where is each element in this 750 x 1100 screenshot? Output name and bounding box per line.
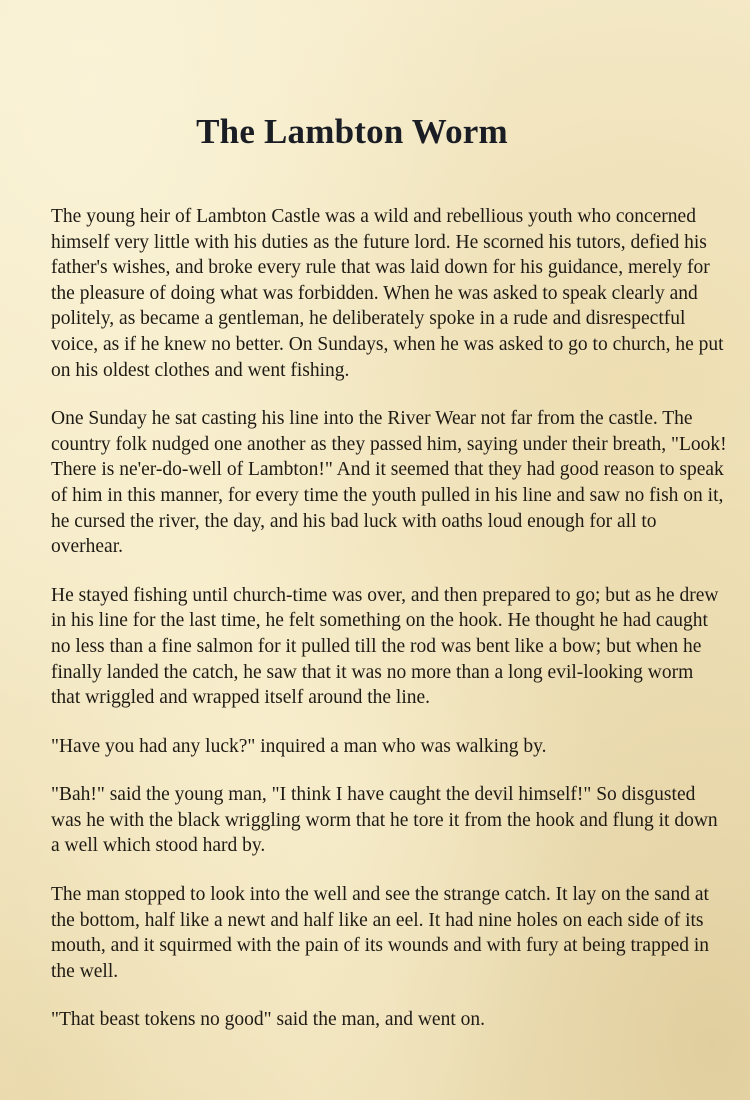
story-paragraph: The man stopped to look into the well and see the strange catch. It lay on the sand at the bottom, half like a newt and half like an eel. It had nine holes on each side of its mouth, and it squirmed with the pain of its wounds and with fury at being trapped in the well.	[51, 884, 710, 982]
story-body	[51, 204, 727, 1033]
story-paragraph: "Bah!" said the young man, "I think I have caught the devil himself!" So disgusted was he with the black wriggling worm that he tore it from the hook and flung it down a well which stood hard by.	[51, 784, 718, 857]
story-paragraph: He stayed fishing until church-time was over, and then prepared to go; but as he drew in his line for the last time, he felt something on the hook. He thought he had caught no less than a fine salmon for it pulled till the rod was bent like a bow; but when he finally landed the catch, he saw that it was no more than a long evil-looking worm that wriggled and wrapped itself around the line.	[51, 584, 719, 709]
story-paragraph: One Sunday he sat casting his line into the River Wear not far from the castle. The country folk nudged one another as they passed him, saying under their breath, "Look! There is ne'er-do-well of Lambton!" And it seemed that they had good reason to speak of him in this manner, for every time the youth pulled in his line and saw no fish on it, he cursed the river, the day, and his bad luck with oaths loud enough for all to overhear.	[51, 408, 727, 558]
story-paragraph: The young heir of Lambton Castle was a wild and rebellious youth who concerned himself very little with his duties as the future lord. He scorned his tutors, defied his father's wishes, and broke every rule that was laid down for his guidance, merely for the pleasure of doing what was forbidden. When he was asked to speak clearly and politely, as became a gentleman, he deliberately spoke in a rude and disrespectful voice, as if he knew no better. On Sundays, when he was asked to go to church, he put on his oldest clothes and went fishing.	[51, 206, 724, 381]
story-paragraph: "Have you had any luck?" inquired a man who was walking by.	[51, 735, 547, 757]
page-title: The Lambton Worm	[196, 112, 508, 151]
story-paragraph: "That beast tokens no good" said the man, and went on.	[51, 1009, 485, 1031]
